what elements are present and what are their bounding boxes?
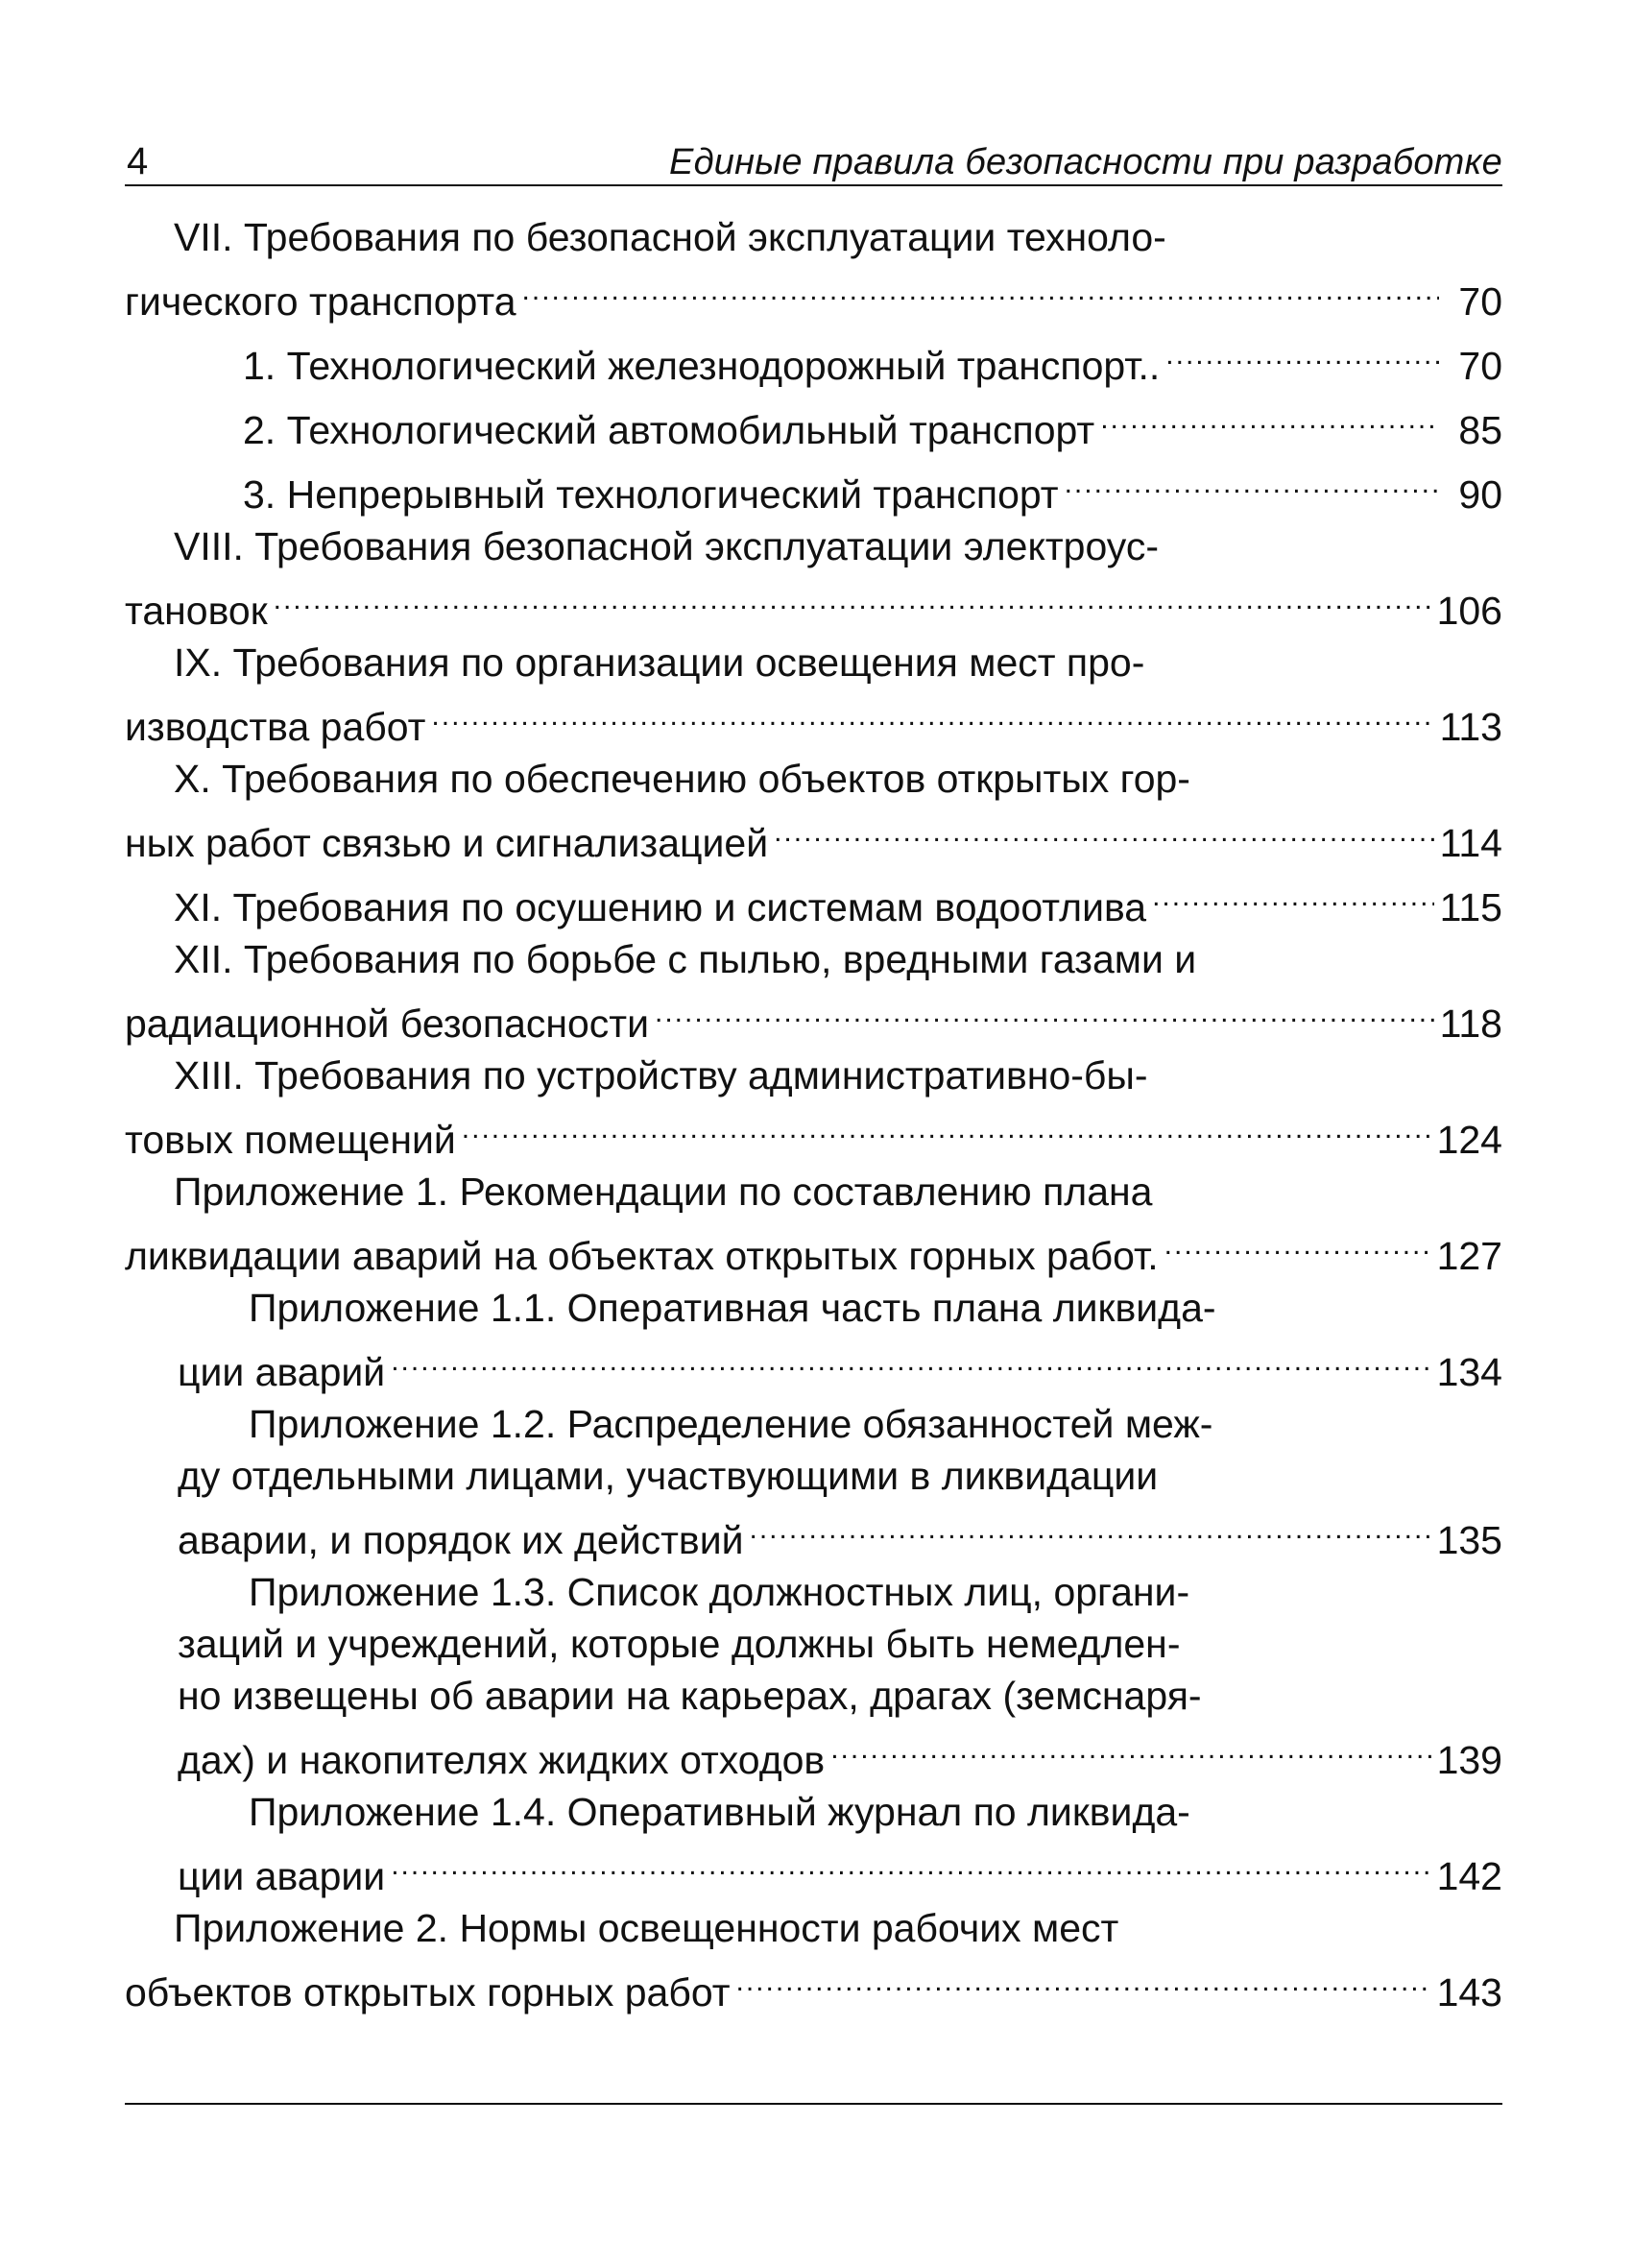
toc-entry-last-line	[125, 1954, 1502, 2018]
toc-entry-text-line: IX. Требования по организации освещения мест про-	[174, 640, 1145, 685]
toc-entry-last-line	[125, 869, 1502, 933]
toc-entry-text-line: Приложение 1.4. Оперативный журнал по ликвида-	[249, 1790, 1190, 1834]
toc-entry-title-end: объектов открытых горных работ	[125, 1970, 731, 2015]
toc-entry-text-line: ду отдельными лицами, участвующими в ликвидации	[178, 1454, 1159, 1498]
toc-entry-last-line	[125, 1218, 1502, 1282]
bottom-rule	[125, 2103, 1502, 2105]
toc-entry-text-line: XII. Требования по борьбе с пылью, вредными газами и	[174, 937, 1197, 981]
toc-entry-last-line	[125, 805, 1502, 869]
toc-page-number: 118	[1439, 1001, 1502, 1046]
toc-entry	[125, 753, 1502, 869]
toc-entry-last-line	[243, 392, 1502, 456]
toc-entry-text-line: VII. Требования по безопасной эксплуатации техноло-	[174, 215, 1166, 259]
toc-entry	[125, 1786, 1502, 1902]
toc-entry	[125, 869, 1502, 933]
toc-entry	[125, 1398, 1502, 1566]
toc-entry-text-line: но извещены об аварии на карьерах, драгах (земснаря-	[178, 1674, 1202, 1718]
toc-entry-text-line: Приложение 2. Нормы освещенности рабочих мест	[174, 1906, 1119, 1950]
toc-page-number: 143	[1436, 1970, 1502, 2015]
toc-page-number: 115	[1439, 885, 1502, 929]
dot-leader	[750, 1502, 1431, 1554]
toc-page-number: 70	[1458, 279, 1502, 324]
toc-entry-text-line: VIII. Требования безопасной эксплуатации электроус-	[174, 524, 1159, 568]
dot-leader	[774, 805, 1434, 857]
dot-leader	[655, 985, 1434, 1037]
toc-entry-title-end: 3. Непрерывный технологический транспорт	[243, 472, 1059, 517]
toc-entry-last-line	[178, 1502, 1502, 1566]
toc-entry	[125, 1050, 1502, 1166]
dot-leader	[462, 1101, 1431, 1153]
toc-entry	[125, 211, 1502, 327]
toc-entry	[125, 1566, 1502, 1786]
toc-entry-text-line: X. Требования по обеспечению объектов открытых гор-	[174, 757, 1190, 801]
toc-entry-title-end: 2. Технологический автомобильный транспорт	[243, 408, 1095, 452]
dot-leader	[1065, 456, 1439, 508]
dot-leader	[1152, 869, 1434, 921]
page-number: 4	[127, 140, 149, 182]
toc-entry-title-end: ликвидации аварий на объектах открытых горных работ.	[125, 1234, 1159, 1278]
running-title: Единые правила безопасности при разработке	[669, 142, 1502, 182]
dot-leader	[736, 1954, 1431, 2006]
toc-entry-last-line	[125, 572, 1502, 637]
toc-entry	[125, 1166, 1502, 1282]
toc-entry-title-end: радиационной безопасности	[125, 1001, 649, 1046]
toc-entry-last-line	[125, 263, 1502, 327]
toc-entry-title-end: аварии, и порядок их действий	[178, 1518, 744, 1562]
toc-entry-text-line: XIII. Требования по устройству административно-бы-	[174, 1053, 1148, 1098]
dot-leader	[431, 688, 1433, 740]
toc-entry	[125, 637, 1502, 753]
toc-entry-last-line	[178, 1334, 1502, 1398]
toc-entry	[125, 520, 1502, 637]
dot-leader	[391, 1838, 1430, 1890]
toc-entry	[125, 933, 1502, 1050]
toc-page-number: 127	[1436, 1234, 1502, 1278]
toc-entry-title-end: XI. Требования по осушению и системам водоотлива	[174, 885, 1147, 929]
dot-leader	[830, 1722, 1430, 1773]
dot-leader	[522, 263, 1439, 315]
toc-entry-last-line	[125, 985, 1502, 1050]
toc-entry-text-line: заций и учреждений, которые должны быть немедлен-	[178, 1622, 1181, 1666]
toc-entry-text-line: Приложение 1. Рекомендации по составлению плана	[174, 1170, 1153, 1214]
toc-entry-title-end: ции аварии	[178, 1854, 386, 1898]
toc-page-number: 70	[1458, 344, 1502, 388]
toc-entry	[125, 327, 1502, 392]
page-header	[125, 127, 1502, 186]
toc-entry	[125, 456, 1502, 520]
toc-page-number: 135	[1436, 1518, 1502, 1562]
toc-page-number: 142	[1436, 1854, 1502, 1898]
toc-entry-last-line	[125, 688, 1502, 753]
toc-entry-title-end: 1. Технологический железнодорожный транспорт..	[243, 344, 1161, 388]
dot-leader	[1164, 1218, 1431, 1269]
toc-entry-title-end: гического транспорта	[125, 279, 516, 324]
toc-entry-last-line	[243, 327, 1502, 392]
toc-entry-title-end: товых помещений	[125, 1118, 456, 1162]
toc-page-number: 113	[1439, 705, 1502, 749]
toc-entry-last-line	[178, 1838, 1502, 1902]
toc-entry-text-line: Приложение 1.3. Список должностных лиц, органи-	[249, 1570, 1190, 1614]
toc-page-number: 134	[1436, 1350, 1502, 1394]
dot-leader	[391, 1334, 1430, 1386]
toc-entry-text-line: Приложение 1.1. Оперативная часть плана ликвида-	[249, 1286, 1216, 1330]
toc-entry-title-end: тановок	[125, 589, 268, 633]
toc-entry-title-end: дах) и накопителях жидких отходов	[178, 1738, 826, 1782]
toc-entry-title-end: изводства работ	[125, 705, 426, 749]
dot-leader	[1165, 327, 1439, 379]
toc-entry	[125, 1902, 1502, 2018]
toc-entry-title-end: ных работ связью и сигнализацией	[125, 821, 769, 865]
toc-entry-title-end: ции аварий	[178, 1350, 386, 1394]
toc-page-number: 139	[1436, 1738, 1502, 1782]
toc-page-number: 106	[1436, 589, 1502, 633]
toc-page-number: 114	[1439, 821, 1502, 865]
toc-entry-last-line	[125, 1101, 1502, 1166]
toc-page-number: 124	[1436, 1118, 1502, 1162]
dot-leader	[274, 572, 1431, 624]
toc-page-number: 85	[1458, 408, 1502, 452]
toc-entry-text-line: Приложение 1.2. Распределение обязанностей меж-	[249, 1402, 1213, 1446]
table-of-contents	[125, 211, 1502, 2018]
toc-page-number: 90	[1458, 472, 1502, 517]
toc-entry-last-line	[178, 1722, 1502, 1786]
toc-entry-last-line	[243, 456, 1502, 520]
toc-entry	[125, 392, 1502, 456]
dot-leader	[1100, 392, 1439, 444]
toc-entry	[125, 1282, 1502, 1398]
